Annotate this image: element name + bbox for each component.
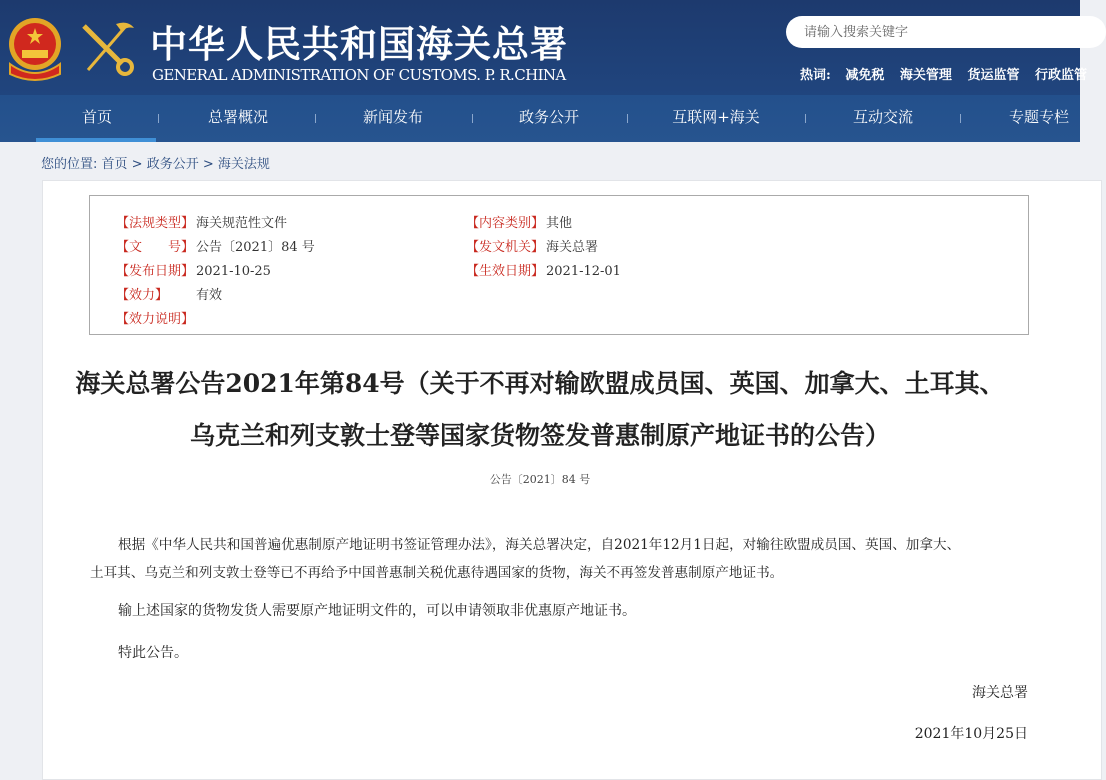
breadcrumb-home[interactable]: 首页 <box>101 157 128 172</box>
breadcrumb-separator: > <box>198 157 218 172</box>
article-title-line-2: 乌克兰和列支敦士登等国家货物签发普惠制原产地证书的公告） <box>189 421 890 450</box>
nav-divider <box>627 114 628 123</box>
nav-divider <box>805 114 806 123</box>
site-header <box>0 0 1087 95</box>
meta-key: 【内容类别】 <box>466 216 545 231</box>
nav-special-topics[interactable]: 专题专栏 <box>1008 108 1070 126</box>
meta-value: 海关规范性文件 <box>196 216 288 231</box>
nav-overview[interactable]: 总署概况 <box>207 108 269 126</box>
meta-key: 【生效日期】 <box>466 264 545 279</box>
meta-value: 有效 <box>196 288 223 303</box>
nav-divider <box>315 114 316 123</box>
hot-word-link[interactable]: 货运监管 <box>967 68 1020 83</box>
breadcrumb-regulations[interactable]: 海关法规 <box>217 157 270 172</box>
meta-row <box>466 212 572 231</box>
meta-row <box>116 308 196 327</box>
meta-key: 【效力】 <box>116 288 169 303</box>
meta-row <box>466 260 621 279</box>
nav-divider <box>158 114 159 123</box>
signature-date: 2021年10月25日 <box>914 726 1028 742</box>
nav-divider <box>960 114 961 123</box>
hot-words <box>800 64 1098 83</box>
meta-row <box>466 236 598 255</box>
paragraph-3: 特此公告。 <box>118 645 188 661</box>
breadcrumb-separator: > <box>127 157 147 172</box>
meta-row <box>116 260 271 279</box>
article-doc-number: 公告〔2021〕84 号 <box>489 473 591 486</box>
national-emblem-icon <box>6 16 64 80</box>
meta-row <box>116 284 222 303</box>
meta-row <box>116 212 287 231</box>
search-input[interactable] <box>786 16 1106 48</box>
hot-word-link[interactable]: 行政监管 <box>1034 68 1087 83</box>
nav-divider <box>472 114 473 123</box>
nav-news[interactable]: 新闻发布 <box>362 108 424 126</box>
nav-public-affairs[interactable]: 政务公开 <box>518 108 580 126</box>
meta-value: 其他 <box>546 216 573 231</box>
breadcrumb-label: 您的位置: <box>41 157 98 172</box>
meta-key: 【法规类型】 <box>116 216 195 231</box>
meta-value: 海关总署 <box>546 240 599 255</box>
meta-key: 【效力说明】 <box>116 312 195 327</box>
nav-active-indicator <box>36 138 156 142</box>
meta-value: 公告〔2021〕84 号 <box>196 240 315 255</box>
paragraph-1-line-1: 根据《中华人民共和国普遍优惠制原产地证明书签证管理办法》，海关总署决定，自2021年12月1日起，对输往欧盟成员国、英国、加拿大、 <box>118 537 961 553</box>
site-title: 中华人民共和国海关总署 <box>150 22 568 66</box>
site-title-english: GENERAL ADMINISTRATION OF CUSTOMS. P. R.CHINA <box>152 66 566 84</box>
signature: 海关总署 <box>972 685 1028 701</box>
nav-home[interactable]: 首页 <box>81 108 113 126</box>
nav-internet-customs[interactable]: 互联网+海关 <box>672 108 760 126</box>
paragraph-2: 输上述国家的货物发货人需要原产地证明文件的，可以申请领取非优惠原产地证书。 <box>118 603 636 619</box>
article-title-line-1: 海关总署公告2021年第84号（关于不再对输欧盟成员国、英国、加拿大、土耳其、 <box>75 369 1005 398</box>
breadcrumb <box>41 153 270 172</box>
meta-key: 【发布日期】 <box>116 264 195 279</box>
meta-key: 【文 号】 <box>116 240 195 255</box>
paragraph-1-line-2: 土耳其、乌克兰和列支敦士登等已不再给予中国普惠制关税优惠待遇国家的货物，海关不再签发普惠制原产地证书。 <box>90 565 784 581</box>
regulation-meta-box <box>89 195 1029 335</box>
meta-value: 2021-10-25 <box>196 264 271 279</box>
meta-row <box>116 236 315 255</box>
hot-words-label: 热词: <box>800 68 831 83</box>
meta-value: 2021-12-01 <box>546 264 621 279</box>
hot-word-link[interactable]: 海关管理 <box>899 68 952 83</box>
hot-word-link[interactable]: 减免税 <box>845 68 885 83</box>
main-nav <box>0 95 1080 142</box>
nav-interaction[interactable]: 互动交流 <box>852 108 914 126</box>
breadcrumb-public-affairs[interactable]: 政务公开 <box>146 157 199 172</box>
meta-key: 【发文机关】 <box>466 240 545 255</box>
customs-key-logo-icon <box>76 18 138 80</box>
